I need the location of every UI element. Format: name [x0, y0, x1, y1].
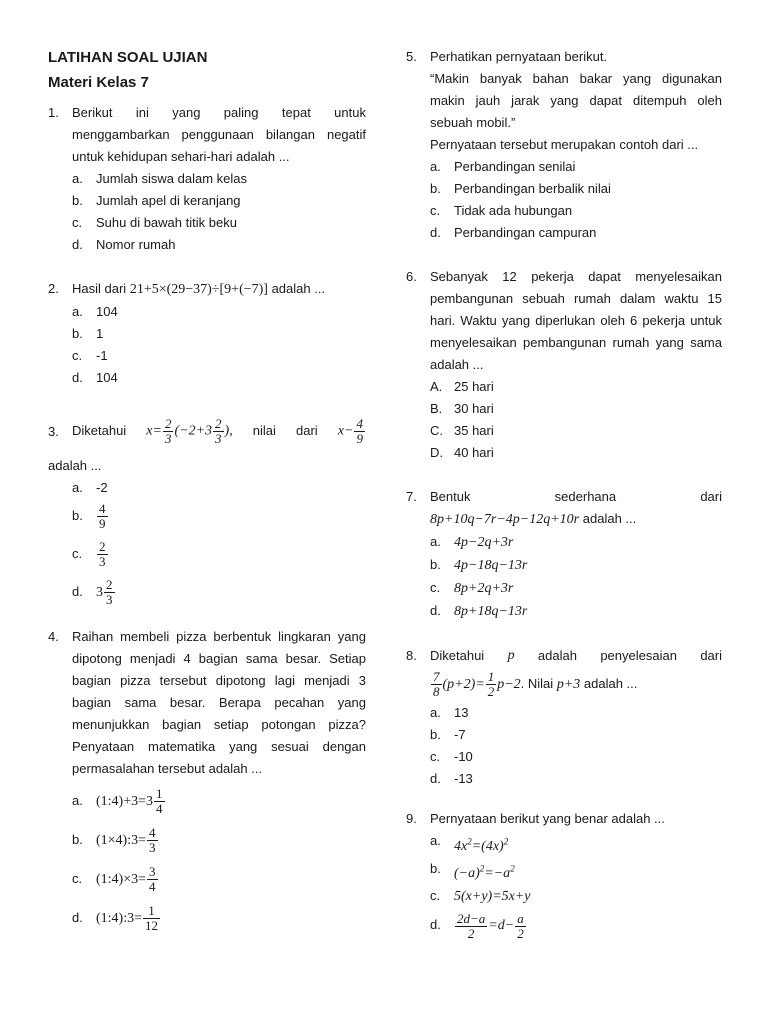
option-c[interactable]: c. Tidak ada hubungan — [430, 203, 573, 218]
question-text: Raihan membeli pizza berbentuk lingkaran yang dipotong menjadi 4 bagian sama besar. Setiap bagian pizza tersebut dipotong lagi menjadi 3 bagian sama besar. Berapa pecahan yang menunjukkan bagian setiap potongan pizza? Penyataan matematika yang sesuai dengan permasalahan tersebut adalah ... — [72, 629, 366, 776]
question-number: 3. — [48, 424, 59, 439]
option-d[interactable]: d. 3 $\frac{2}{3}$ — [72, 577, 113, 608]
math-expression: $\frac{7}{8}$ (p+2)= $\frac{1}{2}$ p−2 — [433, 669, 521, 700]
option-c[interactable]: c. -1 — [72, 348, 108, 363]
option-a[interactable]: a. 104 — [72, 304, 118, 319]
question-text: Berikut ini yang paling tepat untuk menggambarkan penggunaan bilangan negatif untuk kehidupan sehari-hari adalah ... — [72, 105, 366, 164]
option-d[interactable]: d. -13 — [430, 771, 473, 786]
option-a[interactable]: a. -2 — [72, 480, 108, 495]
question-3: 3. Diketahui x= $\frac{2}{3}$ (−2+3 $\frac{2}{3}$ ), nilai dari x− $\frac{4}{9}$ adalah ... a. -2 b. $\frac{4}{9}$ c. $\frac{2}{3}$ d. 3 $\frac{2}{3}$ — [48, 411, 366, 610]
question-number: 2. — [48, 281, 59, 296]
question-2 — [48, 278, 366, 389]
question-number: 9. — [406, 811, 417, 826]
question-5 — [406, 46, 722, 244]
option-b[interactable]: b. 1 — [72, 326, 104, 341]
question-4 — [48, 626, 366, 936]
option-b[interactable]: b. $(-a)^2=-a^2$ — [430, 860, 515, 882]
option-d[interactable]: D. 40 hari — [430, 445, 494, 460]
option-a[interactable]: a. Jumlah siswa dalam kelas — [72, 171, 248, 186]
option-d[interactable]: d. 8p+18q−13r — [430, 603, 528, 619]
question-intro: Perhatikan pernyataan berikut. — [430, 49, 608, 64]
option-c[interactable]: c. (1:4)×3= $\frac{3}{4}$ — [72, 864, 156, 895]
option-c[interactable]: c. 8p+2q+3r — [430, 580, 514, 596]
option-b[interactable]: b. Perbandingan berbalik nilai — [430, 181, 611, 196]
option-b[interactable]: B. 30 hari — [430, 401, 494, 416]
option-d[interactable]: d. (1:4):3= $\frac{1}{12}$ — [72, 903, 158, 934]
option-c[interactable]: c. Suhu di bawah titik beku — [72, 215, 237, 230]
option-d[interactable]: d. Perbandingan campuran — [430, 225, 597, 240]
option-a[interactable]: a. 13 — [430, 705, 469, 720]
question-9 — [406, 808, 722, 943]
option-a[interactable]: a. 4p−2q+3r — [430, 534, 514, 550]
option-a[interactable]: A. 25 hari — [430, 379, 494, 394]
question-8: 8. Diketahui p adalah penyelesaian dari $\frac{7}{8}$ (p+2)= $\frac{1}{2}$ p−2. Nilai p+3 adalah ... a. 13 b. -7 c. -10 d. -13 — [406, 645, 722, 790]
question-text: Diketahui x= $\frac{2}{3}$ (−2+3 $\frac{2}{3}$ ), nilai dari x− $\frac{4}{9}$ — [72, 415, 363, 446]
question-number: 1. — [48, 105, 59, 120]
option-a[interactable]: a. (1:4)+3=3 $\frac{1}{4}$ — [72, 786, 163, 817]
page-subtitle: Materi Kelas 7 — [48, 74, 149, 91]
option-c[interactable]: c. $\frac{2}{3}$ — [72, 539, 106, 570]
question-text: Diketahui p adalah penyelesaian dari — [430, 648, 722, 663]
option-d[interactable]: d. Nomor rumah — [72, 237, 176, 252]
option-b[interactable]: b. Jumlah apel di keranjang — [72, 193, 241, 208]
right-column — [406, 46, 722, 943]
question-text: Sebanyak 12 pekerja dapat menyelesaikan pembangunan sebuah rumah dalam waktu 15 hari. Waktu yang diperlukan oleh 6 pekerja untuk menyelesaikan pembangunan rumah yang sama adalah ... — [430, 269, 722, 372]
question-number: 6. — [406, 269, 417, 284]
question-7: 7. Bentuk sederhana dari 8p+10q−7r−4p−12q+10r adalah ... a. 4p−2q+3r b. 4p−18q−13r c. 8p+2q+3r d. 8p+18q−13r — [406, 486, 722, 623]
math-expression: 8p+10q−7r−4p−12q+10r — [430, 512, 580, 527]
option-b[interactable]: b. 4p−18q−13r — [430, 557, 528, 573]
question-number: 7. — [406, 489, 417, 504]
option-b[interactable]: b. $\frac{4}{9}$ — [72, 501, 106, 532]
question-6 — [406, 266, 722, 464]
option-b[interactable]: b. (1×4):3= $\frac{4}{3}$ — [72, 825, 156, 856]
option-c[interactable]: c. -10 — [430, 749, 473, 764]
page-title: LATIHAN SOAL UJIAN — [48, 49, 208, 66]
question-1 — [48, 102, 366, 256]
option-d[interactable]: d. 104 — [72, 370, 118, 385]
option-d[interactable]: d. $\frac{2d-a}{2}$ =d− $\frac{a}{2}$ — [430, 910, 524, 941]
question-text: Pernyataan tersebut merupakan contoh dari ... — [430, 137, 699, 152]
question-quote: “Makin banyak bahan bakar yang digunakan makin jauh jarak yang dapat ditempuh oleh sebuah mobil.” — [430, 71, 722, 130]
question-text: Pernyataan berikut yang benar adalah ... — [430, 811, 665, 826]
question-number: 8. — [406, 648, 417, 663]
question-text: Hasil dari 21+5×(29−37)÷[9+(−7)] adalah ... — [72, 281, 326, 297]
question-text: Bentuk sederhana dari — [430, 489, 722, 504]
option-b[interactable]: b. -7 — [430, 727, 466, 742]
question-number: 4. — [48, 629, 59, 644]
math-expression: 21+5×(29−37)÷[9+(−7)] — [129, 282, 268, 297]
option-a[interactable]: a. $4x^2=(4x)^2$ — [430, 833, 509, 854]
question-number: 5. — [406, 49, 417, 64]
left-column — [48, 46, 366, 936]
option-a[interactable]: a. Perbandingan senilai — [430, 159, 576, 174]
option-c[interactable]: c. 5(x+y)=5x+y — [430, 888, 531, 905]
option-c[interactable]: C. 35 hari — [430, 423, 494, 438]
